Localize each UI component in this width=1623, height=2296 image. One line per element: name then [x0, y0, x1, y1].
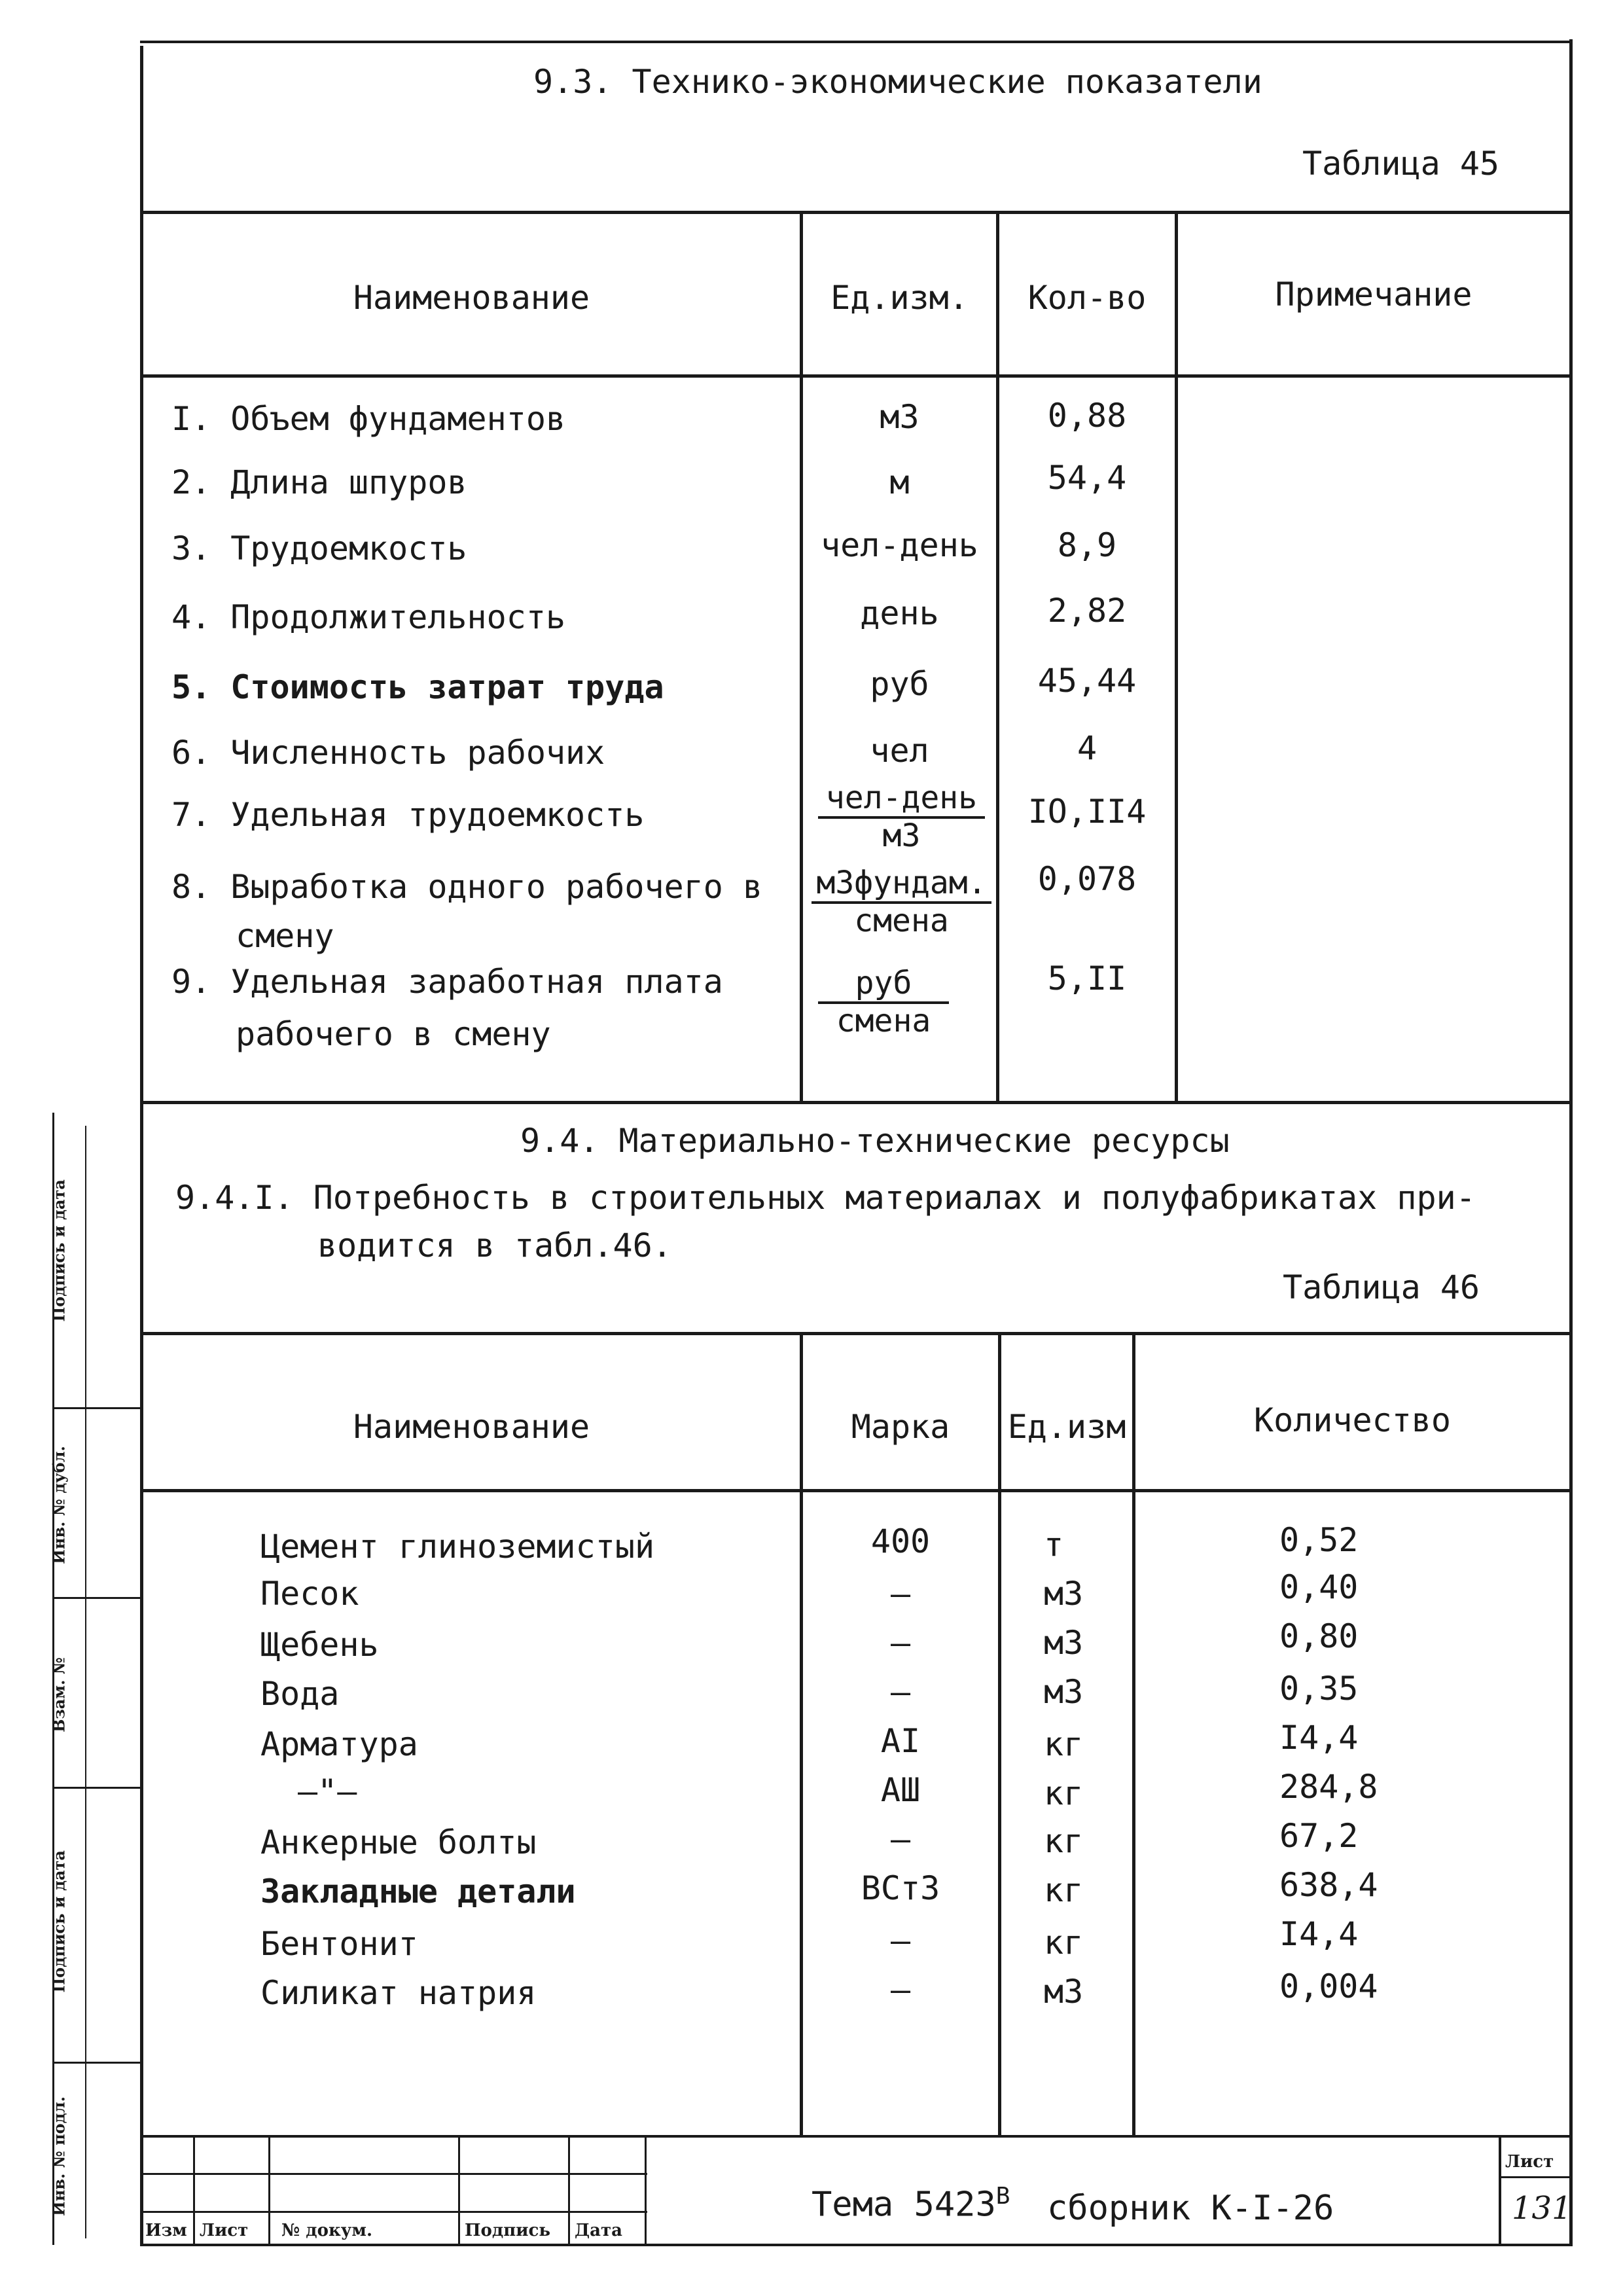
table-cell-qty: 54,4 [1047, 459, 1127, 497]
table-cell-mark: 400 [870, 1522, 931, 1560]
table-cell-unit: чел [870, 732, 929, 770]
table-row: Арматура [260, 1725, 418, 1763]
table-row: 2. Длина шпуров [171, 463, 467, 501]
stamp-row-line-2 [143, 2211, 647, 2213]
stamp-label-doc-number: № докум. [281, 2221, 373, 2240]
table-cell-qty: I4,4 [1279, 1719, 1359, 1757]
table-row: 5. Стоимость затрат труда [171, 668, 664, 706]
table-row: Песок [260, 1575, 359, 1613]
table-cell-qty: 0,35 [1279, 1670, 1359, 1708]
table-cell-unit-fraction [818, 967, 949, 1037]
table45-bottom-border [140, 1101, 1573, 1104]
table45-header-name: Наименование [353, 279, 590, 317]
table-cell-qty: 0,078 [1037, 860, 1137, 898]
table46-header-qty: Количество [1253, 1401, 1452, 1439]
table-row: Бентонит [260, 1925, 418, 1963]
table-row: –"– [298, 1772, 357, 1810]
table-cell-qty: 67,2 [1279, 1817, 1359, 1855]
table-cell-qty: 0,40 [1279, 1568, 1359, 1606]
stamp-sheet-number: 131 [1512, 2190, 1572, 2227]
table-row: I. Объем фундаментов [171, 400, 566, 438]
table-cell-unit: м3 [1044, 1973, 1084, 2011]
stamp-label-date: Дата [575, 2221, 622, 2240]
stamp-label-change: Изм [145, 2221, 187, 2240]
table-cell-mark: AI [880, 1722, 921, 1760]
sidebar-sep-1 [52, 1407, 140, 1409]
table46-top-border [140, 1332, 1573, 1335]
table-cell-mark: – [890, 1624, 911, 1662]
table-row: 7. Удельная трудоемкость [171, 796, 645, 834]
sidebar-sep-4 [52, 2062, 140, 2064]
table-cell-mark: – [890, 1575, 911, 1613]
table-row: Щебень [260, 1626, 379, 1664]
table-cell-unit: кг [1044, 1725, 1084, 1763]
table-row: Вода [260, 1675, 340, 1713]
fraction-denominator: смена [836, 1003, 931, 1039]
table-cell-unit: м3 [1044, 1624, 1084, 1662]
table-cell-qty: 0,88 [1047, 397, 1127, 435]
table-cell-qty: IO,II4 [1027, 793, 1147, 831]
table-cell-unit: кг [1044, 1822, 1084, 1860]
table-cell-unit: т [1044, 1526, 1064, 1564]
table-cell-unit: м3 [1044, 1575, 1084, 1613]
table-cell-qty: 638,4 [1279, 1866, 1378, 1904]
table-cell-qty: 284,8 [1279, 1768, 1378, 1806]
table-45-label: Таблица 45 [1302, 145, 1500, 183]
stamp-sheet-col [1499, 2138, 1501, 2244]
table-cell-qty: 8,9 [1057, 526, 1117, 564]
table-cell-mark: – [890, 1673, 911, 1711]
stamp-col-5 [645, 2138, 647, 2244]
table-cell-unit: м3 [880, 398, 919, 436]
table-46-label: Таблица 46 [1283, 1268, 1480, 1306]
table-cell-qty: 0,80 [1279, 1617, 1359, 1655]
table-cell-unit: чел-день [821, 526, 978, 564]
fraction-denominator: смена [854, 903, 949, 939]
table46-header-mark: Марка [851, 1408, 950, 1446]
stamp-sheet-row [1499, 2176, 1571, 2178]
table45-header-unit: Ед.изм. [830, 279, 969, 317]
table-cell-mark: – [890, 1820, 911, 1858]
stamp-label-sheet: Лист [200, 2221, 249, 2240]
section-94-paragraph-line-2: водится в табл.46. [317, 1227, 672, 1265]
table-cell-mark: AШ [880, 1771, 921, 1809]
table-cell-unit: день [860, 594, 939, 632]
table45-col-sep-1 [800, 211, 803, 1104]
table45-header-bottom [140, 374, 1573, 378]
fraction-numerator: чел-день [818, 782, 985, 819]
frame-right-border [1569, 39, 1573, 2245]
frame-top-border [140, 41, 1573, 43]
fraction-denominator: м3 [882, 817, 921, 854]
table-row-continuation: смену [236, 917, 334, 955]
stamp-sheet-label: Лист [1505, 2152, 1554, 2172]
table-row: 9. Удельная заработная плата [171, 963, 723, 1001]
sidebar-label-replacement: Взам. № [49, 1657, 69, 1732]
frame-bottom-border [140, 2244, 1573, 2246]
table-cell-qty: 5,II [1047, 960, 1127, 997]
table-row: Силикат натрия [260, 1974, 537, 2012]
table-cell-qty: 45,44 [1037, 662, 1137, 700]
sidebar-label-dup-inventory: Инв. № дубл. [49, 1446, 69, 1564]
table-cell-unit: кг [1044, 1871, 1084, 1909]
table-row: Цемент глиноземистый [260, 1528, 655, 1566]
sidebar-inner-line [85, 1126, 86, 2238]
table-row: 6. Численность рабочих [171, 734, 605, 772]
table-cell-unit-fraction [818, 782, 985, 852]
table-row-continuation: рабочего в смену [236, 1015, 551, 1053]
table-cell-qty: 0,004 [1279, 1967, 1378, 2005]
sidebar-sep-2 [52, 1597, 140, 1599]
section-94-heading: 9.4. Материально-технические ресурсы [520, 1122, 1230, 1160]
stamp-col-3 [458, 2138, 460, 2244]
table-cell-qty: I4,4 [1279, 1915, 1359, 1953]
table-cell-mark: ВСт3 [861, 1869, 940, 1907]
stamp-col-4 [568, 2138, 570, 2244]
table-row: 3. Трудоемкость [171, 529, 467, 567]
table-cell-mark: – [890, 1971, 911, 2009]
fraction-numerator: руб [818, 967, 949, 1004]
stamp-theme-text: Тема 5423 [812, 2185, 996, 2225]
table-row: 4. Продолжительность [171, 598, 566, 636]
table-cell-qty: 2,82 [1047, 592, 1127, 630]
table-cell-unit: м3 [1044, 1673, 1084, 1711]
stamp-theme-superscript: В [995, 2183, 1010, 2210]
table46-header-unit: Ед.изм [1007, 1408, 1126, 1446]
table46-col-sep-3 [1132, 1332, 1135, 2137]
stamp-col-1 [193, 2138, 195, 2244]
table46-bottom-border [140, 2135, 1573, 2138]
sidebar-label-signature-date-2: Подпись и дата [49, 1850, 69, 1993]
table45-header-qty: Кол-во [1027, 279, 1147, 317]
stamp-label-signature: Подпись [465, 2221, 551, 2240]
stamp-col-2 [268, 2138, 270, 2244]
table-cell-unit-fraction [812, 867, 991, 937]
table-row: Анкерные болты [260, 1823, 537, 1861]
table-cell-mark: – [890, 1922, 911, 1960]
table-row: 8. Выработка одного рабочего в [171, 868, 763, 906]
fraction-numerator: м3фундам. [812, 867, 991, 904]
stamp-theme [812, 2183, 1010, 2225]
table-cell-unit: руб [870, 665, 929, 703]
stamp-collection: сборник К-I-26 [1047, 2189, 1334, 2228]
table46-header-name: Наименование [353, 1408, 590, 1446]
table-cell-unit: м [889, 463, 910, 501]
table45-header-note: Примечание [1275, 276, 1472, 314]
table45-top-border [140, 211, 1573, 214]
table-row: Закладные детали [260, 1873, 576, 1910]
stamp-row-line-1 [143, 2173, 647, 2175]
sidebar-sep-3 [52, 1787, 140, 1789]
sidebar-label-original-inventory: Инв. № подл. [49, 2096, 69, 2216]
table-cell-unit: кг [1044, 1924, 1084, 1962]
table46-col-sep-2 [998, 1332, 1001, 2137]
table45-col-sep-3 [1175, 211, 1178, 1104]
table46-header-bottom [140, 1489, 1573, 1492]
table-cell-unit: кг [1044, 1774, 1084, 1812]
table-cell-qty: 4 [1077, 729, 1097, 767]
section-94-paragraph-line-1: 9.4.I. Потребность в строительных материалах и полуфабрикатах при- [175, 1179, 1476, 1217]
sidebar-label-signature-date-1: Подпись и дата [49, 1179, 69, 1322]
table-cell-qty: 0,52 [1279, 1521, 1359, 1559]
section-93-heading: 9.3. Технико-экономические показатели [533, 63, 1262, 101]
